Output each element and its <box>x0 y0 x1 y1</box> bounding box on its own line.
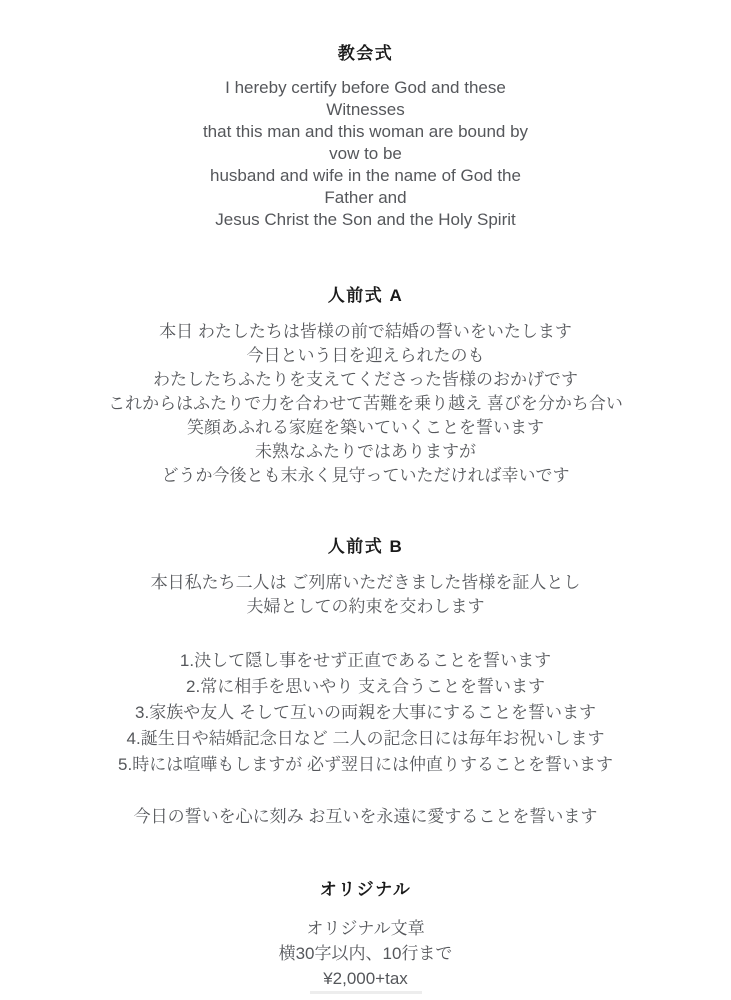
vow-list-item: 1.決して隠し事をせず正直であることを誓います <box>179 651 552 670</box>
section-jinzen-a <box>0 286 731 488</box>
vow-list-item: 3.家族や友人 そして互いの両親を大事にすることを誓います <box>135 703 596 722</box>
vow-line: that this man and this woman are bound by <box>202 122 529 141</box>
section-original <box>0 880 731 991</box>
vow-line: Witnesses <box>326 100 405 119</box>
vow-line: 未熟なふたりではありますが <box>255 442 476 461</box>
cutoff-text-remnant <box>310 991 422 994</box>
original-option-details <box>0 916 731 991</box>
vow-line: Father and <box>324 188 407 207</box>
vow-line: どうか今後とも末永く見守っていただければ幸いです <box>161 466 570 485</box>
vow-line: 笑顔あふれる家庭を築いていくことを誓います <box>187 418 544 437</box>
church-vow-text <box>0 77 731 231</box>
jinzen-b-numbered-vows <box>0 648 731 778</box>
vow-line: 本日私たち二人は ご列席いただきました皆様を証人とし <box>150 573 581 592</box>
vow-line: わたしたちふたりを支えてくださった皆様のおかげです <box>153 370 578 389</box>
jinzen-b-closing-text <box>0 805 731 829</box>
vow-line: husband and wife in the name of God the <box>210 166 521 185</box>
vow-list-item: 4.誕生日や結婚記念日など 二人の記念日には毎年お祝いします <box>126 729 605 748</box>
original-option-label: オリジナル文章 <box>306 919 425 938</box>
section-title-jinzen-b: 人前式 B <box>327 537 404 556</box>
vow-line: これからはふたりで力を合わせて苦難を乗り越え 喜びを分かち合い <box>108 394 623 413</box>
vow-line: 今日の誓いを心に刻み お互いを永遠に愛することを誓います <box>133 807 598 826</box>
section-title-jinzen-a: 人前式 A <box>327 286 404 305</box>
vow-line: 本日 わたしたちは皆様の前で結婚の誓いをいたします <box>159 322 572 341</box>
vow-list-item: 5.時には喧嘩もしますが 必ず翌日には仲直りすることを誓います <box>118 755 613 774</box>
jinzen-a-vow-text <box>0 320 731 488</box>
vow-line: 夫婦としての約束を交わします <box>246 597 485 616</box>
vow-line: I hereby certify before God and these <box>225 78 506 97</box>
vow-line: Jesus Christ the Son and the Holy Spirit <box>215 210 516 229</box>
vow-line: 今日という日を迎えられたのも <box>246 346 485 365</box>
jinzen-b-intro-text <box>0 571 731 619</box>
vow-list-item: 2.常に相手を思いやり 支え合うことを誓います <box>186 677 545 696</box>
section-church-ceremony <box>0 44 731 231</box>
vow-line: vow to be <box>329 144 402 163</box>
original-option-price: ¥2,000+tax <box>323 969 408 988</box>
section-title-original: オリジナル <box>319 880 412 899</box>
section-title-church: 教会式 <box>337 44 394 63</box>
original-option-limit: 横30字以内、10行まで <box>278 944 453 963</box>
section-jinzen-b <box>0 537 731 829</box>
